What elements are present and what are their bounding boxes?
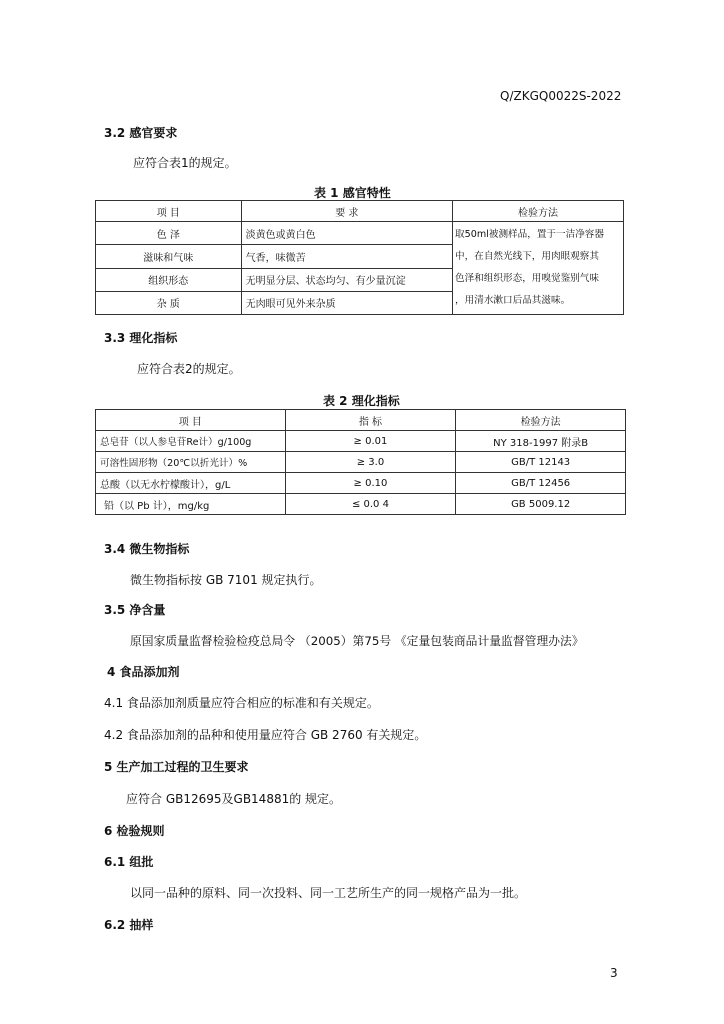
- table-cell: 可溶性固形物（20℃以折光计）%: [96, 452, 286, 473]
- section-4-1-text: 4.1 食品添加剂质量应符合相应的标准和有关规定。: [104, 696, 379, 710]
- table-cell: 色 泽: [96, 222, 242, 245]
- table-2-caption: 表 2 理化指标: [323, 394, 400, 408]
- table-row: [96, 431, 626, 452]
- table-cell: ≥ 0.01: [285, 431, 456, 452]
- section-6-1-text: 以同一品种的原料、同一次投料、同一工艺所生产的同一规格产品为一批。: [130, 886, 527, 900]
- table-cell: ≥ 3.0: [285, 452, 456, 473]
- section-6-2-heading: 6.2 抽样: [104, 918, 154, 932]
- section-3-3-text: 应符合表2的规定。: [137, 362, 241, 376]
- section-3-2-text: 应符合表1的规定。: [133, 156, 237, 170]
- section-3-4-text: 微生物指标按 GB 7101 规定执行。: [130, 573, 322, 587]
- section-3-3-heading: 3.3 理化指标: [104, 331, 178, 345]
- table-cell: 铅（以 Pb 计），mg/kg: [96, 494, 286, 515]
- table-header-cell: 检验方法: [456, 410, 626, 431]
- table-cell: 总酸（以无水柠檬酸计），g/L: [96, 473, 286, 494]
- section-3-2-heading: 3.2 感官要求: [104, 126, 178, 140]
- page-number: 3: [610, 966, 618, 980]
- table-cell: 无明显分层、状态均匀、有少量沉淀: [241, 268, 452, 291]
- section-3-4-heading: 3.4 微生物指标: [104, 542, 190, 556]
- section-3-5-heading: 3.5 净含量: [104, 603, 166, 617]
- method-line: 取50ml被测样品，置于一洁净容器: [455, 229, 604, 240]
- table-cell: 气香，味微苦: [241, 245, 452, 268]
- table-header-cell: 指 标: [285, 410, 456, 431]
- sensory-table: [95, 200, 624, 315]
- table-row: [96, 494, 626, 515]
- table-header-cell: 项 目: [96, 201, 242, 222]
- section-3-5-text: 原国家质量监督检验检疫总局令 （2005）第75号 《定量包装商品计量监督管理办法》: [130, 634, 584, 648]
- table-header-row: [96, 201, 624, 222]
- table-cell: 组织形态: [96, 268, 242, 291]
- method-line: ，用清水漱口后品其滋味。: [455, 295, 571, 306]
- table-cell: ≥ 0.10: [285, 473, 456, 494]
- table-header-cell: 项 目: [96, 410, 286, 431]
- section-4-2-text: 4.2 食品添加剂的品种和使用量应符合 GB 2760 有关规定。: [104, 728, 427, 742]
- section-4-heading: 4 食品添加剂: [107, 665, 180, 679]
- table-cell: 淡黄色或黄白色: [241, 222, 452, 245]
- table-cell: ≤ 0.0 4: [285, 494, 456, 515]
- table-cell: 杂 质: [96, 291, 242, 314]
- table-row: [96, 452, 626, 473]
- table-cell: GB/T 12456: [456, 473, 626, 494]
- table-header-row: [96, 410, 626, 431]
- table-1-caption: 表 1 感官特性: [314, 186, 391, 200]
- standard-code: Q/ZKGQ0022S-2022: [500, 89, 622, 103]
- table-cell: GB/T 12143: [456, 452, 626, 473]
- table-cell: 总皂苷（以人参皂苷Re计）g/100g: [96, 431, 286, 452]
- table-header-cell: 检验方法: [453, 201, 624, 222]
- physicochemical-table: [95, 409, 626, 515]
- method-line: 中，在自然光线下，用肉眼观察其: [455, 251, 599, 262]
- section-6-heading: 6 检验规则: [104, 824, 165, 838]
- table-cell: NY 318-1997 附录B: [456, 431, 626, 452]
- section-5-heading: 5 生产加工过程的卫生要求: [104, 760, 249, 774]
- test-method-cell: [453, 222, 624, 315]
- table-row: [96, 222, 624, 245]
- table-cell: 滋味和气味: [96, 245, 242, 268]
- section-5-text: 应符合 GB12695及GB14881的 规定。: [126, 792, 342, 806]
- table-cell: 无肉眼可见外来杂质: [241, 291, 452, 314]
- table-header-cell: 要 求: [241, 201, 452, 222]
- section-6-1-heading: 6.1 组批: [104, 855, 154, 869]
- table-cell: GB 5009.12: [456, 494, 626, 515]
- method-line: 色泽和组织形态，用嗅觉鉴别气味: [455, 273, 599, 284]
- table-row: [96, 473, 626, 494]
